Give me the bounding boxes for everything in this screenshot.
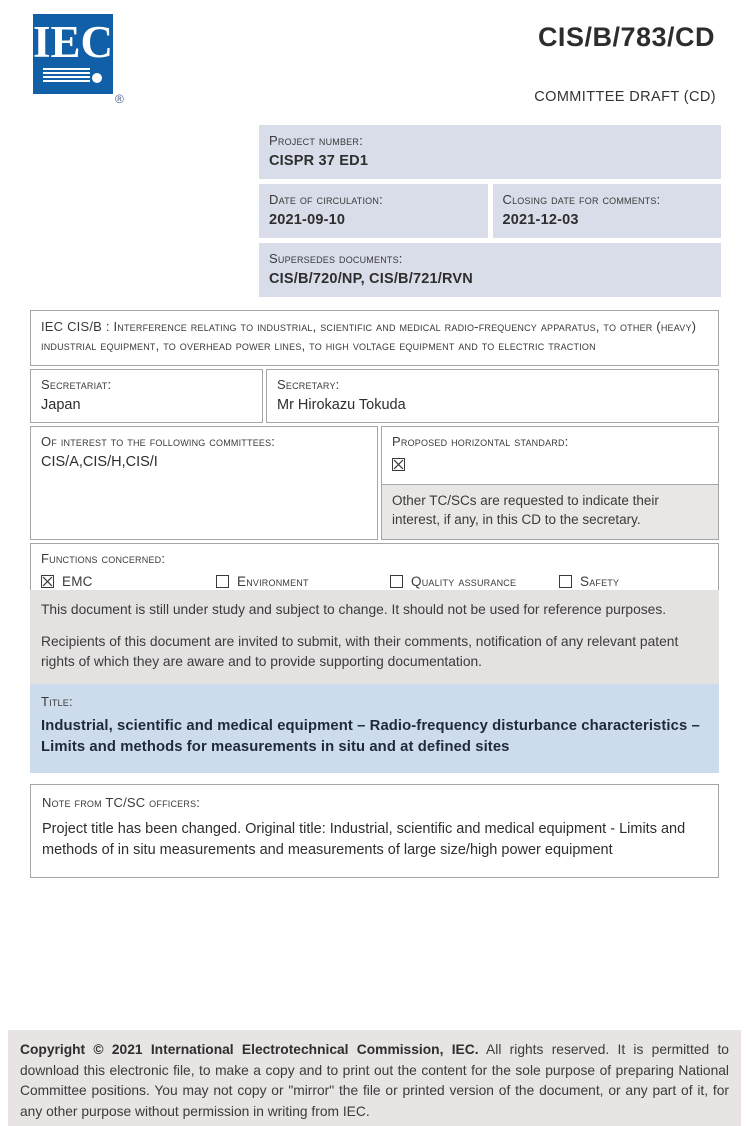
committee-description: IEC CIS/B : Interference relating to industrial, scientific and medical radio-frequency apparatus, to other (heavy) industrial equipment, to overhead power lines, to high voltage equipment and to electric traction — [41, 319, 697, 353]
interest-row — [30, 426, 719, 541]
interest-value: CIS/A,CIS/H,CIS/I — [41, 453, 158, 470]
functions-checkbox-row — [41, 574, 708, 589]
environment-label: Environment — [237, 574, 309, 590]
project-number-value: CISPR 37 ED1 — [269, 153, 369, 169]
horizontal-standard-cell — [381, 426, 719, 541]
secretary-label: Secretary: — [277, 376, 340, 392]
function-item-safety — [559, 574, 619, 589]
study-notice-block — [30, 590, 719, 684]
other-tcsc-note: Other TC/SCs are requested to indicate their interest, if any, in this CD to the secretary. — [382, 484, 718, 540]
function-item-quality-assurance — [390, 574, 559, 589]
environment-checkbox — [216, 575, 229, 588]
interest-label: Of interest to the following committees: — [41, 433, 276, 449]
closing-date-label: Closing date for comments: — [502, 192, 661, 207]
secretariat-cell — [30, 369, 263, 423]
interest-cell — [30, 426, 378, 541]
tcsc-note-text: Project title has been changed. Original title: Industrial, scientific and medical equipment - Limits and methods of in situ measurements and measurements of large size/high power equipment — [42, 821, 686, 859]
committee-description-row — [30, 310, 719, 366]
safety-label: Safety — [580, 574, 620, 590]
title-label: Title: — [41, 694, 73, 709]
emc-label: EMC — [62, 574, 93, 590]
tcsc-note-label: Note from TC/SC officers: — [42, 795, 201, 810]
copyright-bold-text: Copyright © 2021 International Electrotechnical Commission, IEC. — [20, 1042, 479, 1057]
document-title: Industrial, scientific and medical equipment – Radio-frequency disturbance characteristics – Limits and methods for measurements in situ and at defined sites — [41, 718, 700, 755]
quality-assurance-checkbox — [390, 575, 403, 588]
document-type: COMMITTEE DRAFT (CD) — [534, 89, 716, 105]
committee-description-cell — [30, 310, 719, 366]
project-info-table — [259, 125, 721, 297]
committee-table — [30, 310, 719, 599]
emc-checkbox — [41, 575, 54, 588]
registered-trademark-symbol: ® — [115, 92, 124, 106]
project-number-label: Project number: — [269, 133, 363, 148]
copyright-block — [8, 1030, 741, 1126]
closing-date-cell — [493, 184, 722, 238]
safety-checkbox — [559, 575, 572, 588]
horizontal-standard-checkbox — [392, 458, 405, 471]
function-item-emc — [41, 574, 216, 589]
project-number-cell — [259, 125, 721, 179]
notice-paragraph-1: This document is still under study and subject to change. It should not be used for reference purposes. — [41, 602, 667, 617]
iec-logo-text: IEC — [33, 17, 114, 67]
supersedes-value: CIS/B/720/NP, CIS/B/721/RVN — [269, 271, 473, 287]
document-number: CIS/B/783/CD — [537, 22, 715, 52]
date-of-circulation-label: Date of circulation: — [269, 192, 383, 207]
horizontal-standard-label: Proposed horizontal standard: — [392, 433, 569, 449]
quality-assurance-label: Quality assurance — [411, 574, 517, 590]
functions-label: Functions concerned: — [41, 551, 166, 567]
supersedes-cell — [259, 243, 721, 297]
tcsc-note-block — [30, 784, 719, 878]
secretariat-row — [30, 369, 719, 423]
dates-row — [259, 184, 721, 238]
title-block — [30, 684, 719, 773]
date-of-circulation-value: 2021-09-10 — [269, 212, 346, 228]
horizontal-standard-top — [382, 427, 718, 484]
iec-logo — [33, 14, 113, 94]
date-of-circulation-cell — [259, 184, 488, 238]
iec-logo-dot-icon — [92, 73, 102, 83]
secretariat-label: Secretariat: — [41, 376, 112, 392]
supersedes-label: Supersedes documents: — [269, 251, 403, 266]
secretary-value: Mr Hirokazu Tokuda — [277, 396, 406, 413]
project-number-row — [259, 125, 721, 179]
secretary-cell — [266, 369, 719, 423]
function-item-environment — [216, 574, 390, 589]
secretariat-value: Japan — [41, 396, 81, 413]
copyright-text: All rights reserved. It is permitted to download this electronic file, to make a copy and to print out the content for the sole purpose of preparing National Committee positions. You may not copy or "mirror" the file or printed version of the document, or any part of it, for any other purpose without permission in writing from IEC. — [20, 1042, 729, 1120]
closing-date-value: 2021-12-03 — [502, 212, 579, 228]
supersedes-row — [259, 243, 721, 297]
notice-paragraph-2: Recipients of this document are invited to submit, with their comments, notification of any relevant patent rights of which they are aware and to provide supporting documentation. — [41, 634, 679, 669]
iec-logo-lines-icon — [43, 66, 90, 82]
